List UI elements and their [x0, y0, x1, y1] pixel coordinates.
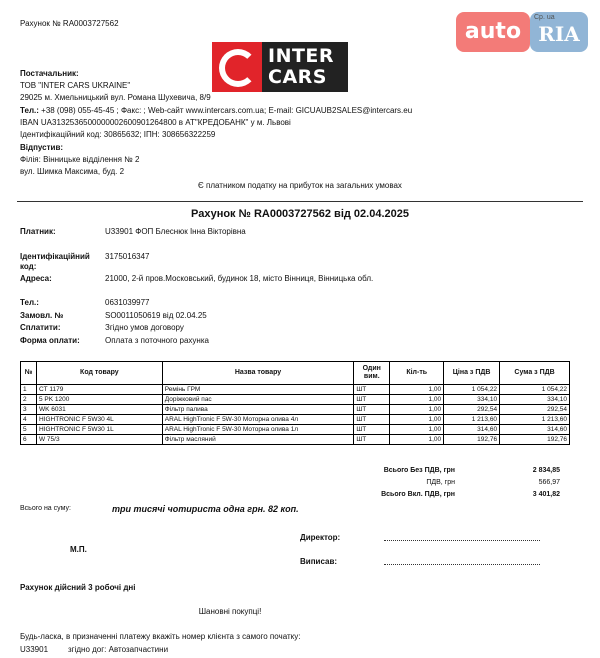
payer-label: Платник:	[20, 227, 56, 236]
autoria-watermark-ria	[530, 12, 588, 52]
cell-price: 314,60	[444, 425, 500, 435]
table-row	[21, 405, 570, 415]
payer-value: U33901 ФОП Блеснюк Інна Вікторівна	[105, 227, 246, 236]
tax-note: Є платником податку на прибуток на загальних умовах	[198, 181, 402, 190]
cell-unit: ШТ	[354, 405, 390, 415]
cell-code: HIGHTRONIC F 5W30 1L	[36, 425, 162, 435]
stamp-mark: М.П.	[70, 545, 87, 554]
issued-by-signature-line	[384, 564, 540, 565]
payment-form-value: Оплата з поточного рахунка	[105, 336, 209, 345]
tel-value: 0631039977	[105, 298, 150, 307]
cell-qty: 1,00	[390, 405, 444, 415]
cell-name: Доріжковий пас	[162, 395, 354, 405]
pay-label: Сплатити:	[20, 323, 61, 332]
supplier-ids: Ідентифікаційний код: 30865632; ІПН: 308656322259	[20, 130, 216, 139]
col-header-unit: Один вим.	[354, 362, 390, 385]
col-header-name: Назва товару	[162, 362, 354, 385]
total-gross-label: Всього Вкл. ПДВ, грн	[381, 491, 455, 498]
cell-price: 192,76	[444, 435, 500, 445]
watermark-ria-text: RIA	[538, 22, 580, 46]
cell-code: 5 PK 1200	[36, 395, 162, 405]
contract-note: згідно дог: Автозапчастини	[68, 645, 169, 654]
invoice-title: Рахунок № RA0003727562 від 02.04.2025	[191, 208, 409, 220]
table-row	[21, 385, 570, 395]
cell-number: 6	[21, 435, 37, 445]
cell-name: Фільтр масляний	[162, 435, 354, 445]
invoice-ref: Рахунок № RA0003727562	[20, 19, 119, 28]
cell-code: W 75/3	[36, 435, 162, 445]
logo-text-cars: CARS	[268, 66, 327, 88]
cell-sum: 292,54	[500, 405, 570, 415]
total-gross-value: 3 401,82	[532, 491, 560, 498]
goods-table	[20, 361, 570, 445]
cell-unit: ШТ	[354, 395, 390, 405]
sum-in-words-label: Всього на суму:	[20, 505, 71, 512]
col-header-price: Ціна з ПДВ	[444, 362, 500, 385]
order-value: SO0011050619 від 02.04.25	[105, 311, 207, 320]
cell-sum: 314,60	[500, 425, 570, 435]
divider	[17, 201, 583, 202]
cell-price: 334,10	[444, 395, 500, 405]
pay-value: Згідно умов договору	[105, 323, 184, 332]
logo-text-inter: INTER	[268, 45, 335, 67]
supplier-contacts	[20, 106, 412, 115]
total-vat-value: 566,97	[538, 479, 560, 486]
total-vat-label: ПДВ, грн	[426, 479, 455, 486]
address-label: Адреса:	[20, 274, 52, 283]
col-header-sum: Сума з ПДВ	[500, 362, 570, 385]
cell-number: 2	[21, 395, 37, 405]
cell-code: HIGHTRONIC F 5W30 4L	[36, 415, 162, 425]
cell-sum: 1 213,60	[500, 415, 570, 425]
supplier-address: 29025 м. Хмельницький вул. Романа Шухевича, 8/9	[20, 93, 211, 102]
cell-number: 3	[21, 405, 37, 415]
cell-price: 1 213,60	[444, 415, 500, 425]
cell-name: ARAL HighTronic F 5W-30 Моторна олива 1л	[162, 425, 354, 435]
cell-unit: ШТ	[354, 415, 390, 425]
col-header-qty: Кіл-ть	[390, 362, 444, 385]
goods-table-header	[21, 362, 570, 385]
payment-form-label: Форма оплати:	[20, 336, 80, 345]
watermark-small-text: Ср. ua	[534, 14, 555, 21]
contacts-prefix: Тел.:	[20, 106, 39, 115]
tel-label: Тел.:	[20, 298, 39, 307]
cell-number: 4	[21, 415, 37, 425]
order-label: Замовл. №	[20, 311, 64, 320]
cell-sum: 192,76	[500, 435, 570, 445]
sum-in-words: три тисячі чотириста одна грн. 82 коп.	[112, 504, 299, 514]
director-label: Директор:	[300, 533, 341, 542]
cell-number: 1	[21, 385, 37, 395]
cell-qty: 1,00	[390, 435, 444, 445]
cell-unit: ШТ	[354, 435, 390, 445]
cell-unit: ШТ	[354, 425, 390, 435]
cell-sum: 334,10	[500, 395, 570, 405]
cell-qty: 1,00	[390, 425, 444, 435]
table-row	[21, 395, 570, 405]
cell-qty: 1,00	[390, 385, 444, 395]
total-net-value: 2 834,85	[532, 467, 560, 474]
cell-price: 1 054,22	[444, 385, 500, 395]
sender-address: вул. Шимка Максима, буд. 2	[20, 167, 125, 176]
supplier-name: ТОВ "INTER CARS UKRAINE"	[20, 81, 131, 90]
sender-branch: Філія: Вінницьке відділення № 2	[20, 155, 140, 164]
issued-by-label: Виписав:	[300, 557, 338, 566]
id-code-label: Ідентифікаційний код:	[20, 252, 90, 271]
intercars-logo	[212, 42, 348, 92]
supplier-iban: IBAN UA313253650000000260090126480​0 в АТ"КРЕДОБАНК" у м. Львові	[20, 118, 291, 127]
address-value: 21000, 2-й пров.Московський, будинок 18, місто Вінниця, Вінницька обл.	[105, 274, 374, 283]
cell-name: ARAL HighTronic F 5W-30 Моторна олива 4л	[162, 415, 354, 425]
col-header-number: №	[21, 362, 37, 385]
footer-note: Будь-ласка, в призначенні платежу вкажіть номер клієнта з самого початку:	[20, 632, 301, 641]
cell-code: CT 1179	[36, 385, 162, 395]
table-row	[21, 415, 570, 425]
cell-qty: 1,00	[390, 415, 444, 425]
table-row	[21, 435, 570, 445]
director-signature-line	[384, 540, 540, 541]
id-code-value: 3175016347	[105, 252, 150, 261]
client-code: U33901	[20, 645, 49, 654]
greeting: Шановні покупці!	[198, 607, 262, 616]
validity-note: Рахунок дійсний 3 робочі дні	[20, 583, 136, 592]
contacts-text: +38 (098) 055-45-45 ; Факс: ; Web-сайт www.intercars.com.ua; E-mail: GICUAUB2SALES@intercars.eu	[41, 106, 413, 115]
logo-red-square	[212, 42, 262, 92]
autoria-watermark-auto: auto	[456, 12, 530, 52]
cell-price: 292,54	[444, 405, 500, 415]
cell-name: Фільтр палива	[162, 405, 354, 415]
supplier-label: Постачальник:	[20, 69, 79, 78]
cell-number: 5	[21, 425, 37, 435]
cell-name: Ремінь ГРМ	[162, 385, 354, 395]
cell-qty: 1,00	[390, 395, 444, 405]
col-header-code: Код товару	[36, 362, 162, 385]
sender-label: Відпустив:	[20, 143, 64, 152]
cell-unit: ШТ	[354, 385, 390, 395]
cell-sum: 1 054,22	[500, 385, 570, 395]
table-row	[21, 425, 570, 435]
cell-code: WK 6031	[36, 405, 162, 415]
total-net-label: Всього Без ПДВ, грн	[383, 467, 455, 474]
logo-c-icon	[219, 49, 257, 87]
